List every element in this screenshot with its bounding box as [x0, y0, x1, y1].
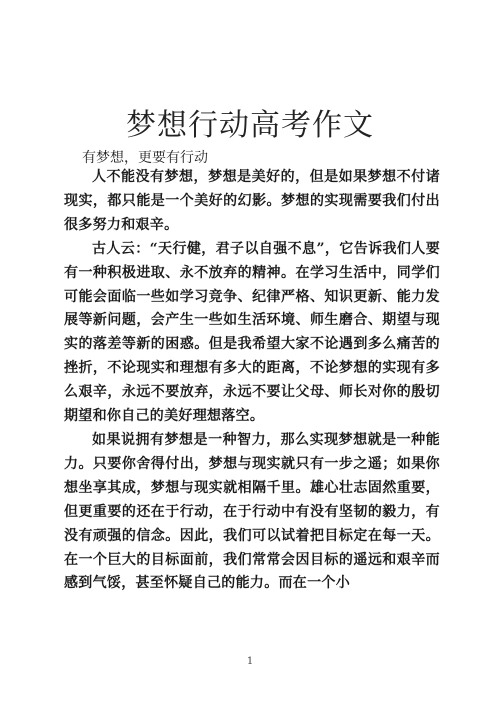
paragraph: 古人云：“天行健，君子以自强不息”，它告诉我们人要有一种积极进取、永不放弃的精神。在学习生活中，同学们可能会面临一些如学习竞争、纪律严格、知识更新、能力发展等新问题，会产生一些如生活环境、师生磨合、期望与现实的落差等新的困惑。但是我希望大家不论遇到多么痛苦的挫折，不论现实和理想有多大的距离，不论梦想的实现有多么艰辛，永远不要放弃，永远不要让父母、师长对你的殷切期望和你自己的美好理想落空。 — [64, 240, 440, 425]
page-number: 1 — [246, 656, 254, 667]
document-body — [64, 166, 440, 596]
document-subtitle: 有梦想，更要有行动 — [82, 150, 208, 166]
paragraph: 人不能没有梦想，梦想是美好的，但是如果梦想不付诸现实，都只能是一个美好的幻影。梦想的实现需要我们付出很多努力和艰辛。 — [64, 169, 440, 233]
paragraph: 如果说拥有梦想是一种智力，那么实现梦想就是一种能力。只要你舍得付出，梦想与现实就只有一步之遥；如果你想坐享其成，梦想与现实就相隔千里。雄心壮志固然重要，但更重要的还在于行动，在于行动中有没有坚韧的毅力，有没有顽强的信念。因此，我们可以试着把目标定在每一天。在一个巨大的目标面前，我们常常会因目标的遥远和艰辛而感到气馁，甚至怀疑自己的能力。而在一个小 — [64, 431, 440, 592]
document-title: 梦想行动高考作文 — [126, 108, 374, 144]
